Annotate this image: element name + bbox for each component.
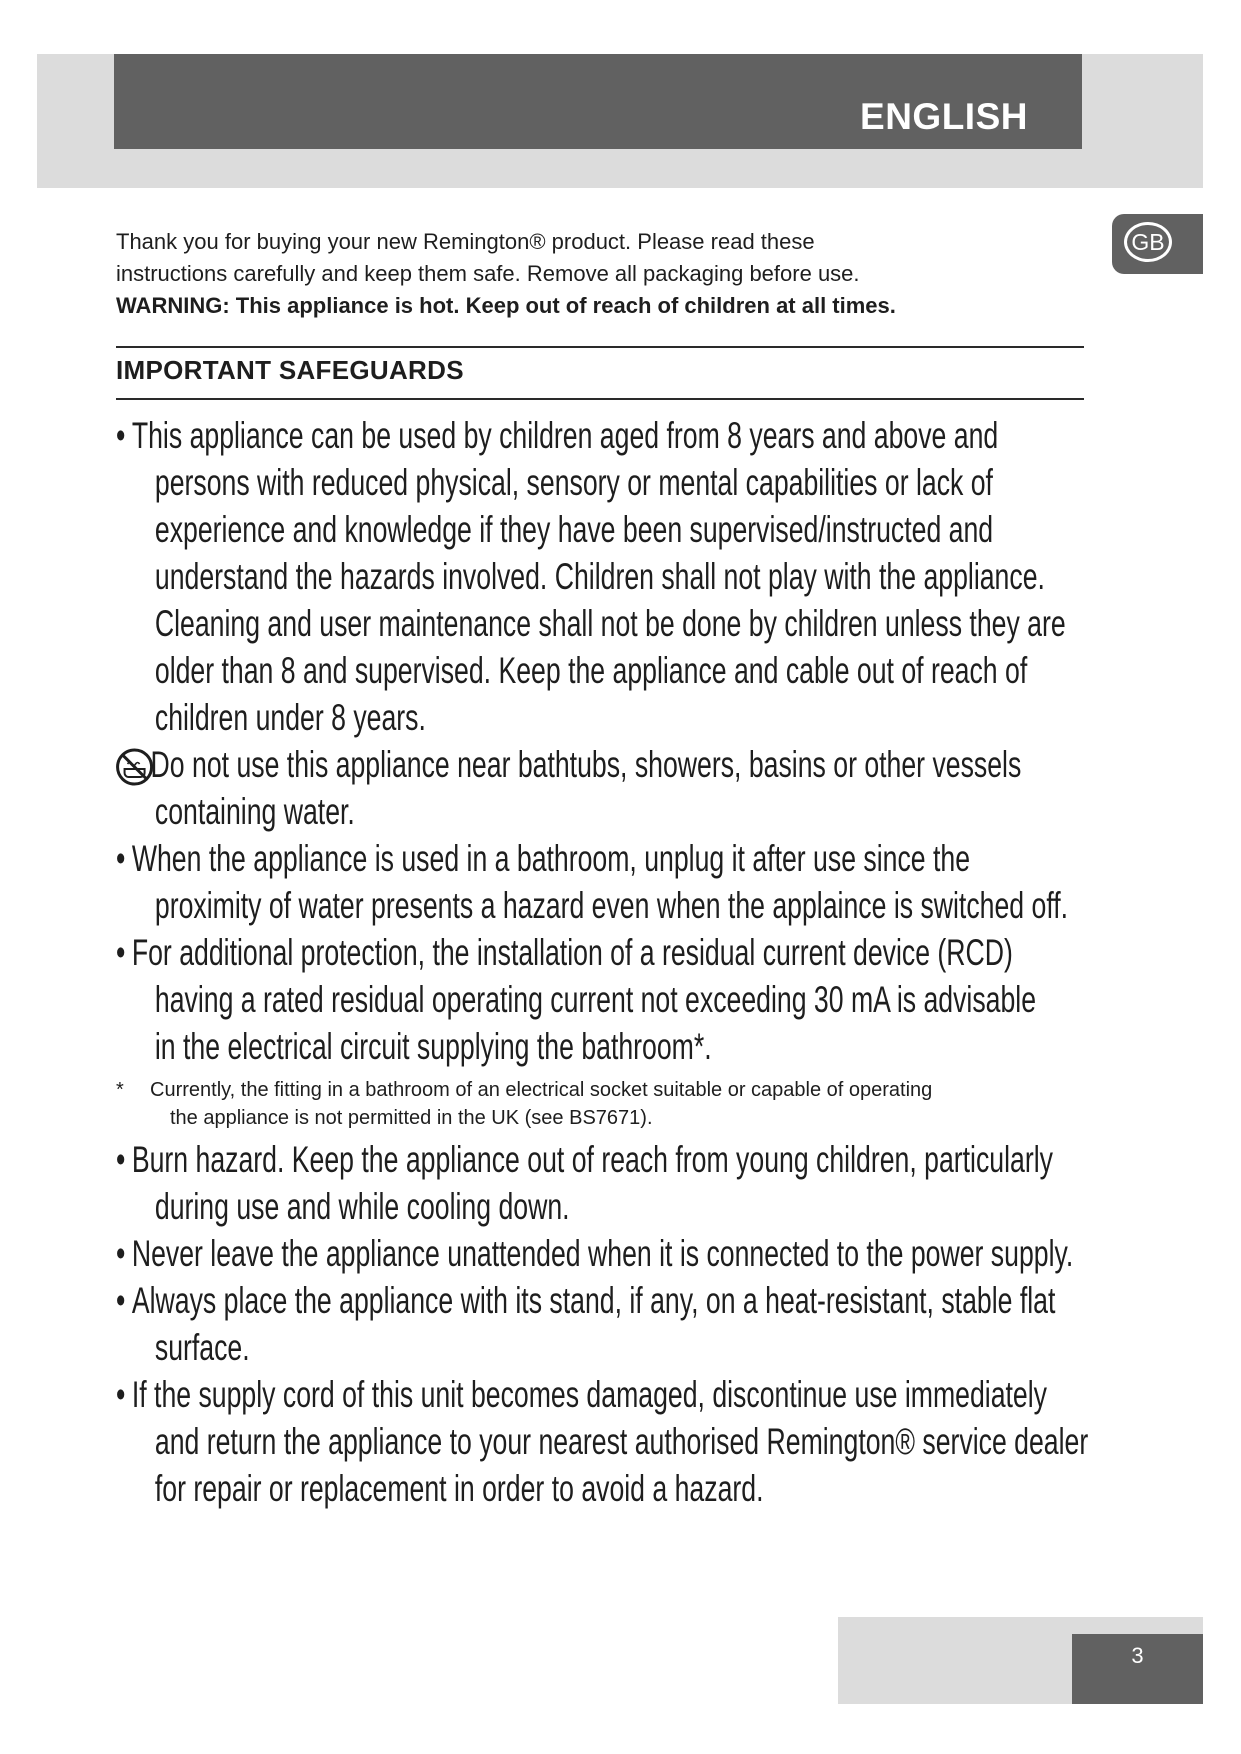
list-item [116,1277,1114,1371]
item-line: persons with reduced physical, sensory or mental capabilities or lack of [154,462,993,503]
bullet: • [116,1233,126,1274]
item-line: having a rated residual operating current not exceeding 30 mA is advisable [154,979,1037,1020]
section-rule-top [116,346,1084,348]
list-item [116,835,1114,929]
section-title: IMPORTANT SAFEGUARDS [116,355,464,385]
warning-text: WARNING: This appliance is hot. Keep out of reach of children at all times. [116,293,896,318]
item-first-line: Never leave the appliance unattended when it is connected to the power supply. [131,1233,1074,1274]
item-first-line: Burn hazard. Keep the appliance out of reach from young children, particularly [131,1139,1053,1180]
item-line: containing water. [154,791,355,832]
item-line: and return the appliance to your nearest authorised Remington® service dealer [154,1421,1089,1462]
language-tab [1112,214,1203,274]
item-first-line: If the supply cord of this unit becomes damaged, discontinue use immediately [131,1374,1047,1415]
bullet: • [116,415,126,456]
footnote-marker: * [116,1079,124,1101]
bullet: • [116,1280,126,1321]
item-first-line: Do not use this appliance near bathtubs, showers, basins or other vessels [150,744,1022,785]
item-line: understand the hazards involved. Children shall not play with the appliance. [154,556,1045,597]
intro-line: instructions carefully and keep them safe. Remove all packaging before use. [116,261,860,286]
footnote-line: the appliance is not permitted in the UK (see BS7671). [170,1107,653,1129]
item-line: for repair or replacement in order to avoid a hazard. [154,1468,764,1509]
no-water-bathtub-icon [115,747,155,787]
language-code: GB [1124,222,1172,262]
section-rule-bottom [116,398,1084,400]
item-first-line: For additional protection, the installation of a residual current device (RCD) [131,932,1013,973]
page-number: 3 [1072,1634,1203,1704]
footnote [116,1076,1096,1132]
item-first-line: Always place the appliance with its stand, if any, on a heat-resistant, stable flat [131,1280,1056,1321]
footnote-line: Currently, the fitting in a bathroom of an electrical socket suitable or capable of operating [150,1079,933,1101]
list-item [116,412,1114,741]
list-item [116,741,1114,835]
list-item [116,1136,1114,1230]
item-line: in the electrical circuit supplying the bathroom*. [154,1026,712,1067]
language-title: ENGLISH [860,96,1028,137]
item-line: proximity of water presents a hazard even when the applaince is switched off. [154,885,1069,926]
item-line: experience and knowledge if they have been supervised/instructed and [154,509,994,550]
item-first-line: When the appliance is used in a bathroom, unplug it after use since the [131,838,971,879]
bullet: • [116,1139,126,1180]
item-line: Cleaning and user maintenance shall not be done by children unless they are [154,603,1066,644]
header-bar [114,54,1082,149]
item-first-line: This appliance can be used by children aged from 8 years and above and [131,415,999,456]
bullet: • [116,1374,126,1415]
bullet: • [116,838,126,879]
intro-text [116,226,1016,322]
item-line: children under 8 years. [154,697,426,738]
item-line: surface. [154,1327,250,1368]
safeguards-list [116,412,1096,1512]
list-item [116,1230,1114,1277]
item-line: during use and while cooling down. [154,1186,570,1227]
list-item [116,929,1114,1070]
bullet: • [116,932,126,973]
item-line: older than 8 and supervised. Keep the appliance and cable out of reach of [154,650,1028,691]
list-item [116,1371,1114,1512]
intro-line: Thank you for buying your new Remington® product. Please read these [116,229,815,254]
